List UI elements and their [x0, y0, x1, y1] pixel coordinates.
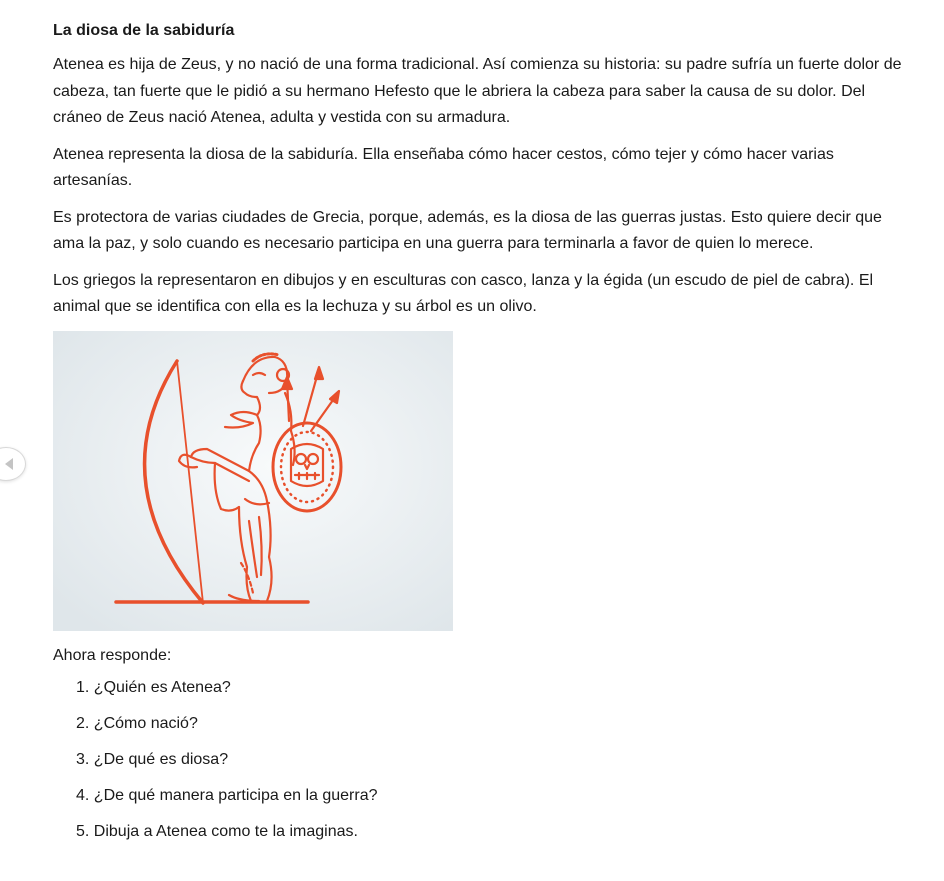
athena-illustration [53, 331, 453, 631]
question-item: 3. ¿De qué es diosa? [76, 750, 229, 768]
question-item: 5. Dibuja a Atenea como te la imaginas. [76, 822, 358, 840]
paragraph-representation: Los griegos la representaron en dibujos y en esculturas con casco, lanza y la égida (un escudo de piel de cabra). El animal que se identifica con ella es la lechuza y su árbol es un olivo. [53, 271, 874, 315]
paragraph-wisdom: Atenea representa la diosa de la sabiduría. Ella enseñaba cómo hacer cestos, cómo tejer y cómo hacer varias artesanías. [53, 145, 834, 189]
chevron-left-icon [3, 457, 15, 471]
document [53, 18, 905, 855]
question-item: 4. ¿De qué manera participa en la guerra? [76, 786, 378, 804]
question-item: 2. ¿Cómo nació? [76, 714, 198, 732]
question-list [53, 675, 905, 845]
question-item: 1. ¿Quién es Atenea? [76, 678, 231, 696]
answer-prompt: Ahora responde: [53, 646, 172, 664]
paragraph-protector: Es protectora de varias ciudades de Grecia, porque, además, es la diosa de las guerras justas. Esto quiere decir que ama la paz, y solo cuando es necesario participa en una guerra para terminarla a favor de quien lo merece. [53, 208, 882, 252]
paragraph-birth: Atenea es hija de Zeus, y no nació de una forma tradicional. Así comienza su historia: su padre sufría un fuerte dolor de cabeza, tan fuerte que le pidió a su hermano Hefesto que le abriera la cabeza para saber la causa de su dolor. Del cráneo de Zeus nació Atenea, adulta y vestida con su armadura. [53, 56, 902, 126]
document-title: La diosa de la sabiduría [53, 22, 235, 39]
previous-page-button[interactable] [0, 447, 26, 481]
